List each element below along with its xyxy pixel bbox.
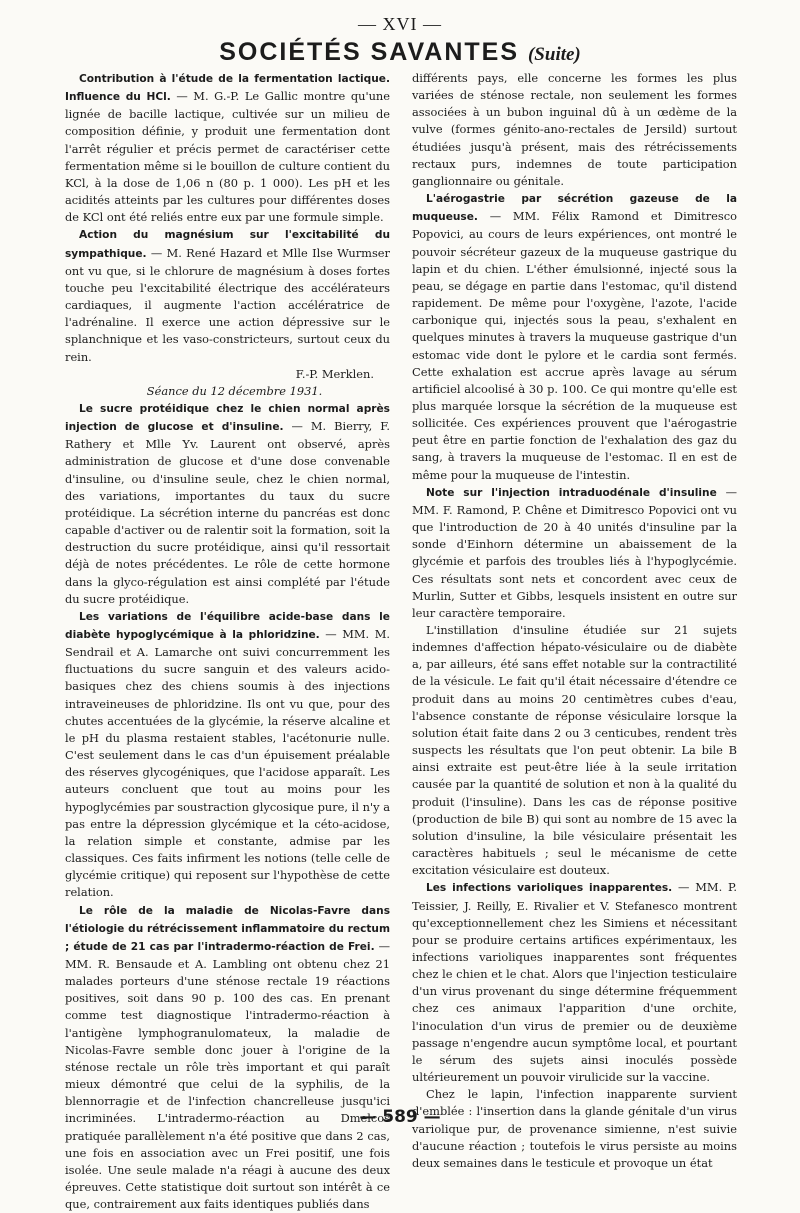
article-equilibre-acide-base: [65, 608, 390, 902]
article-body: — MM. R. Bensaude et A. Lambling ont obtenu chez 21 malades porteurs d'une sténose rectale 19 réactions positives, soit dans 90 p. 100 des cas. En prenant comme test diagnostique l'intradermo-réaction à l'antigène lymphogranulomateux, la maladie de Nicolas-Favre semble donc jouer à l'origine de la sténose rectale un rôle très important et qui paraît mieux démontré que celui de la syphilis, de la blennorragie et de l'infection chancrelleuse jusqu'ici incriminées. L'intradermo-réaction au Dmelcos pratiquée parallèlement n'a été positive que dans 2 cas, une fois en association avec un Frei positif, une fois isolée. Une seule malade n'a réagi à aucune des deux épreuves. Cette statistique doit surtout son intérêt à ce que, contrairement aux faits identiques publiés dans: [65, 939, 390, 1211]
author-signature: F.-P. Merklen.: [65, 366, 390, 383]
article-nicolas-favre: [65, 902, 390, 1213]
section-title: SOCIÉTÉS SAVANTES: [219, 38, 519, 66]
article-title: Contribution à l'étude de la fermentation lactique. Influence du HCl.: [65, 73, 390, 103]
article-title: Les variations de l'équilibre acide-base dans le diabète hypoglycémique à la phloridzine.: [65, 611, 390, 641]
left-column: [65, 70, 390, 1100]
article-body: — MM. M. Sendrail et A. Lamarche ont suivi concurremment les fluctuations du sucre sanguin et des valeurs acido-basiques chez des chiens soumis à des injections intraveineuses de phloridzine. Ils ont vu que, pour des chutes accentuées de la glycémie, la réserve alcaline et le pH du plasma restaient stables, l'acétonurie nulle. C'est seulement dans le cas d'un épuisement préalable des réserves glycogéniques, que l'acidose apparaît. Les auteurs concluent que tout au moins pour les hypoglycémies par soustraction glycosique pure, il n'y a pas entre la dépression glycémique et la céto-acidose, la relation simple et constante, admise par les classiques. Ces faits infirment les notions (telle celle de glycémie critique) qui reposent sur l'hypothèse de cette relation.: [65, 627, 390, 899]
article-contribution-fermentation: [65, 70, 390, 226]
article-title: Note sur l'injection intraduodénale d'insuline: [426, 487, 717, 499]
article-continuation: différents pays, elle concerne les formes les plus variées de sténose rectale, non seulement les formes associées à un bubon inguinal dû à un œdème de la vulve (formes génito-ano-rectales de Jersild) surtout étudiées jusqu'à présent, mais des rétrécissements rectaux purs, indemnes de toute participation ganglionnaire ou génitale.: [412, 70, 737, 190]
right-column: [412, 70, 737, 1100]
page-number: — 589 —: [0, 1107, 800, 1127]
article-paragraph: Chez le lapin, l'infection inapparente survient d'emblée : l'insertion dans la glande génitale d'un virus variolique pur, de provenance simienne, n'est suivie d'aucune réaction ; toutefois le virus persiste au moins deux semaines dans le testicule et provoque un état: [412, 1086, 737, 1172]
article-infections-varioliques: [412, 879, 737, 1086]
article-body: — M. Bierry, F. Rathery et Mlle Yv. Laurent ont observé, après administration de glucose et d'une dose convenable d'insuline, ou d'insuline seule, chez le chien normal, des variations, importantes du taux du sucre protéidique. La sécrétion interne du pancréas est donc capable d'activer ou de ralentir soit la formation, soit la destruction du sucre protéidique, ainsi qu'il ressortait déjà de notes précédentes. Le rôle de cette hormone dans la glyco-régulation est ainsi complété par l'étude du sucre protéidique.: [65, 419, 390, 606]
section-title-suffix: (Suite): [528, 44, 581, 65]
article-body: — MM. Félix Ramond et Dimitresco Popovici, au cours de leurs expériences, ont montré le pouvoir sécréteur gazeux de la muqueuse gastrique du lapin et du chien. L'éther émulsionné, injecté sous la peau, se dégage en partie dans l'estomac, qu'il distend rapidement. De même pour l'oxygène, l'azote, l'acide carbonique qui, injectés sous la peau, s'exhalent en quelques minutes à travers la muqueuse gastrique d'un estomac vide dont le pylore et le cardia sont fermés. Cette exhalation est accrue après lavage au sérum artificiel alcoolisé à 30 p. 100. Ce qui montre qu'elle est plus marquée lorsque la sécrétion de la muqueuse est sollicitée. Ces expériences prouvent que l'aérogastrie peut être en partie fonction de l'exhalation des gaz du sang, à travers la muqueuse de l'estomac. Il en est de même pour la muqueuse de l'intestin.: [412, 209, 737, 481]
article-title: Le rôle de la maladie de Nicolas-Favre dans l'étiologie du rétrécissement inflammatoire du rectum ; étude de 21 cas par l'intradermo-réaction de Frei.: [65, 905, 390, 953]
session-date: Séance du 12 décembre 1931.: [65, 383, 390, 400]
section-heading: [0, 38, 800, 67]
article-title: Les infections varioliques inapparentes.: [426, 882, 672, 894]
article-body: — MM. P. Teissier, J. Reilly, E. Rivalier et V. Stefanesco montrent qu'exceptionnellement chez les Simiens et nécessitant pour se produire certains artifices expérimentaux, les infections varioliques inapparentes sont fréquentes chez le chien et le chat. Alors que l'injection testiculaire d'un virus provenant du singe détermine fréquemment chez ces animaux l'apparition d'une orchite, l'inoculation d'un virus de premier ou de deuxième passage n'engendre aucun symptôme local, et pourtant le sérum des sujets ainsi inoculés possède ultérieurement un pouvoir virulicide sur la vaccine.: [412, 880, 737, 1084]
article-body: — M. G.-P. Le Gallic montre qu'une lignée de bacille lactique, cultivée sur un milieu de composition définie, y produit une fermentation dont l'arrêt régulier et précis permet de caractériser cette fermentation même si le bouillon de culture contient du KCl, à la dose de 1,06 n (80 p. 1 000). Les pH et les acidités atteints par les cultures pour différentes doses de KCl ont été reliés entre eux par une formule simple.: [65, 89, 390, 224]
article-body: — MM. F. Ramond, P. Chêne et Dimitresco Popovici ont vu que l'introduction de 20 à 40 unités d'insuline par la sonde d'Einhorn détermine un abaissement de la glycémie et parfois des troubles liés à l'hypoglycémie. Ces résultats sont nets et concordent avec ceux de Murlin, Sutter et Gibbs, lesquels insistent en outre sur leur caractère temporaire.: [412, 485, 737, 620]
article-aerogastrie: [412, 190, 737, 484]
article-magnesium-sympathique: [65, 226, 390, 365]
article-title: L'aérogastrie par sécrétion gazeuse de la muqueuse.: [412, 193, 737, 223]
article-paragraph: L'instillation d'insuline étudiée sur 21 sujets indemnes d'affection hépato-vésiculaire ou de diabète a, par ailleurs, été sans effet notable sur la contractilité de la vésicule. Le fait qu'il était nécessaire d'étendre ce produit dans au moins 20 centimètres cubes d'eau, l'absence constante de réponse vésiculaire lorsque la solution était faite dans 2 ou 3 centicubes, rendent très suspects les résultats que l'on peut obtenir. La bile B ainsi extraite est peut-être liée à la seule irritation causée par la quantité de solution et non à la qualité du produit (l'insuline). Dans les cas de réponse positive (production de bile B) qui sont au nombre de 15 avec la solution d'insuline, la bile vésiculaire présentait les caractères habituels ; seul le mécanisme de cette excitation vésiculaire est douteux.: [412, 622, 737, 879]
article-injection-intraduodenale: [412, 484, 737, 622]
page-folio: — XVI —: [0, 14, 800, 35]
article-title: Action du magnésium sur l'excitabilité du sympathique.: [65, 229, 390, 259]
article-title: Le sucre protéidique chez le chien normal après injection de glucose et d'insuline.: [65, 403, 390, 433]
article-body: — M. René Hazard et Mlle Ilse Wurmser ont vu que, si le chlorure de magnésium à doses fortes touche peu l'excitabilité électrique des accélérateurs cardiaques, il augmente l'action accélératrice de l'adrénaline. Il exerce une action dépressive sur le splanchnique et les vaso-constricteurs, surtout ceux du rein.: [65, 246, 390, 364]
article-sucre-proteidique: [65, 400, 390, 608]
